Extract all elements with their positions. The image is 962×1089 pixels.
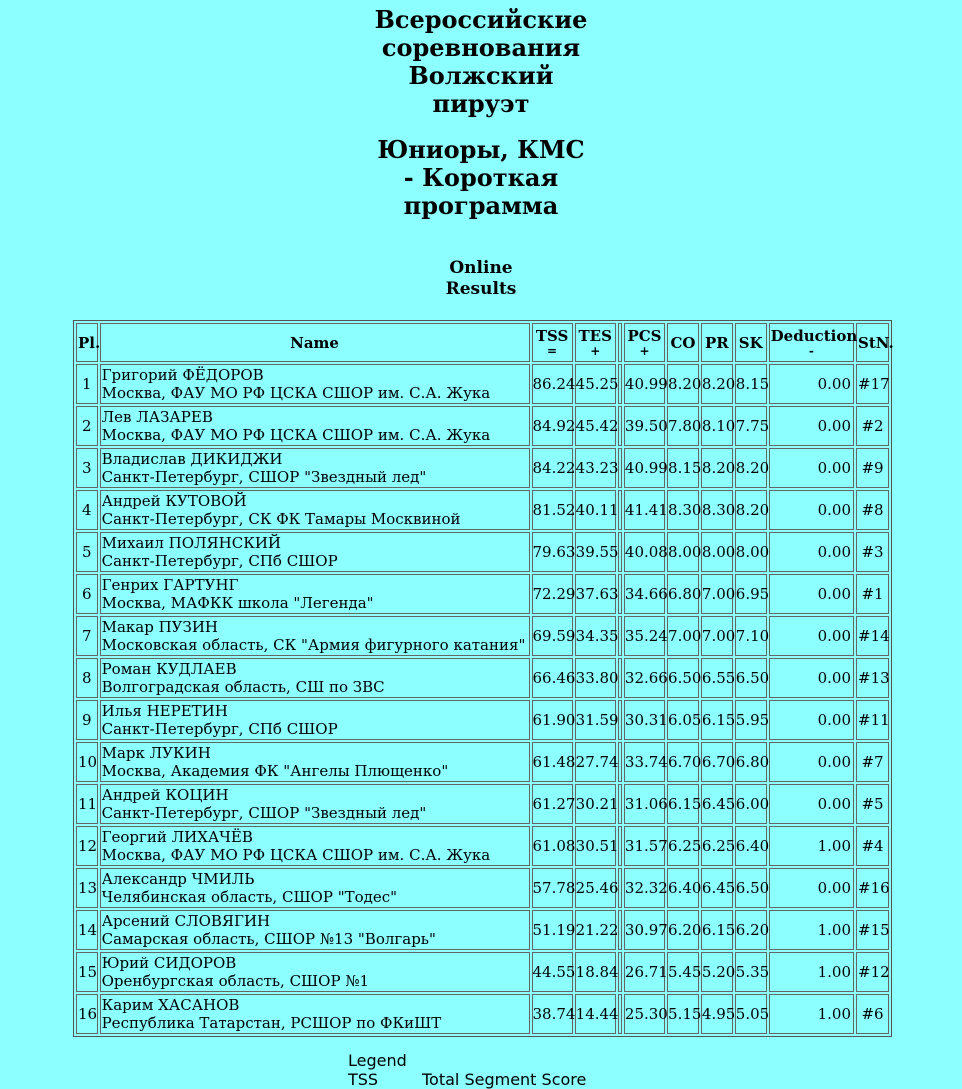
cell-place: 15 bbox=[76, 952, 98, 992]
cell-tss: 72.29 bbox=[532, 574, 573, 614]
cell-start-number: #8 bbox=[856, 490, 889, 530]
table-row bbox=[76, 826, 889, 866]
cell-deduction: 0.00 bbox=[769, 532, 854, 572]
segment-title bbox=[0, 136, 962, 220]
table-row bbox=[76, 406, 889, 446]
cell-co: 6.40 bbox=[667, 868, 699, 908]
cell-place: 3 bbox=[76, 448, 98, 488]
cell-pcs: 40.99 bbox=[624, 364, 665, 404]
cell-deduction: 0.00 bbox=[769, 448, 854, 488]
cell-pcs: 25.30 bbox=[624, 994, 665, 1034]
skater-name: Арсений СЛОВЯГИН bbox=[101, 912, 271, 930]
skater-club: Санкт-Петербург, СК ФК Тамары Москвиной bbox=[101, 510, 461, 528]
header-co: CO bbox=[667, 323, 699, 362]
cell-tss: 84.22 bbox=[532, 448, 573, 488]
cell-start-number: #13 bbox=[856, 658, 889, 698]
cell-co: 6.80 bbox=[667, 574, 699, 614]
cell-name bbox=[100, 910, 530, 950]
cell-co: 8.30 bbox=[667, 490, 699, 530]
table-row bbox=[76, 490, 889, 530]
cell-tss: 61.48 bbox=[532, 742, 573, 782]
cell-name bbox=[100, 658, 530, 698]
cell-tss: 84.92 bbox=[532, 406, 573, 446]
cell-deduction: 1.00 bbox=[769, 826, 854, 866]
cell-tss: 61.90 bbox=[532, 700, 573, 740]
cell-start-number: #5 bbox=[856, 784, 889, 824]
skater-name: Лев ЛАЗАРЕВ bbox=[101, 408, 213, 426]
skater-club: Москва, ФАУ МО РФ ЦСКА СШОР им. С.А. Жука bbox=[101, 384, 491, 402]
cell-tes: 33.80 bbox=[575, 658, 616, 698]
skater-club: Волгоградская область, СШ по ЗВС bbox=[101, 678, 385, 696]
cell-co: 5.15 bbox=[667, 994, 699, 1034]
cell-sk: 5.35 bbox=[735, 952, 767, 992]
skater-name: Андрей КУТОВОЙ bbox=[101, 492, 247, 510]
cell-pcs: 30.31 bbox=[624, 700, 665, 740]
legend-title: Legend bbox=[348, 1051, 407, 1070]
cell-place: 1 bbox=[76, 364, 98, 404]
cell-place: 7 bbox=[76, 616, 98, 656]
table-row bbox=[76, 868, 889, 908]
header-tes: TES + bbox=[575, 323, 616, 362]
cell-co: 6.50 bbox=[667, 658, 699, 698]
header-place: Pl. bbox=[76, 323, 98, 362]
cell-tes: 14.44 bbox=[575, 994, 616, 1034]
cell-sk: 7.75 bbox=[735, 406, 767, 446]
event-title bbox=[0, 6, 962, 118]
cell-deduction: 0.00 bbox=[769, 868, 854, 908]
skater-club: Санкт-Петербург, СПб СШОР bbox=[101, 720, 338, 738]
table-row bbox=[76, 952, 889, 992]
segment-title-line: - Короткая bbox=[403, 163, 559, 192]
cell-pcs: 39.50 bbox=[624, 406, 665, 446]
cell-pcs: 30.97 bbox=[624, 910, 665, 950]
skater-name: Андрей КОЦИН bbox=[101, 786, 229, 804]
cell-pr: 6.55 bbox=[701, 658, 733, 698]
event-title-line: Всероссийские bbox=[374, 5, 588, 34]
header-sk: SK bbox=[735, 323, 767, 362]
cell-tes: 27.74 bbox=[575, 742, 616, 782]
cell-tss: 38.74 bbox=[532, 994, 573, 1034]
cell-place: 8 bbox=[76, 658, 98, 698]
cell-name bbox=[100, 406, 530, 446]
cell-place: 9 bbox=[76, 700, 98, 740]
cell-co: 7.80 bbox=[667, 406, 699, 446]
cell-deduction: 0.00 bbox=[769, 742, 854, 782]
cell-co: 8.20 bbox=[667, 364, 699, 404]
cell-tes: 37.63 bbox=[575, 574, 616, 614]
cell-tss: 66.46 bbox=[532, 658, 573, 698]
table-row bbox=[76, 532, 889, 572]
cell-place: 6 bbox=[76, 574, 98, 614]
cell-tss: 81.52 bbox=[532, 490, 573, 530]
skater-club: Санкт-Петербург, СПб СШОР bbox=[101, 552, 338, 570]
cell-co: 6.25 bbox=[667, 826, 699, 866]
cell-pr: 7.00 bbox=[701, 574, 733, 614]
table-row bbox=[76, 784, 889, 824]
cell-tes: 21.22 bbox=[575, 910, 616, 950]
cell-name bbox=[100, 364, 530, 404]
cell-pcs: 31.57 bbox=[624, 826, 665, 866]
skater-name: Марк ЛУКИН bbox=[101, 744, 211, 762]
cell-start-number: #3 bbox=[856, 532, 889, 572]
cell-pr: 6.15 bbox=[701, 700, 733, 740]
cell-name bbox=[100, 952, 530, 992]
cell-tes: 40.11 bbox=[575, 490, 616, 530]
skater-name: Георгий ЛИХАЧЁВ bbox=[101, 828, 253, 846]
cell-start-number: #4 bbox=[856, 826, 889, 866]
skater-club: Московская область, СК "Армия фигурного катания" bbox=[101, 636, 526, 654]
cell-sk: 6.80 bbox=[735, 742, 767, 782]
cell-pr: 7.00 bbox=[701, 616, 733, 656]
cell-tes: 30.21 bbox=[575, 784, 616, 824]
cell-pcs: 34.66 bbox=[624, 574, 665, 614]
cell-co: 8.00 bbox=[667, 532, 699, 572]
cell-deduction: 0.00 bbox=[769, 616, 854, 656]
skater-name: Юрий СИДОРОВ bbox=[101, 954, 237, 972]
cell-pcs: 40.08 bbox=[624, 532, 665, 572]
cell-name bbox=[100, 742, 530, 782]
skater-club: Москва, ФАУ МО РФ ЦСКА СШОР им. С.А. Жука bbox=[101, 426, 491, 444]
cell-name bbox=[100, 826, 530, 866]
cell-start-number: #7 bbox=[856, 742, 889, 782]
cell-deduction: 0.00 bbox=[769, 406, 854, 446]
cell-name bbox=[100, 490, 530, 530]
legend bbox=[348, 1051, 586, 1089]
cell-name bbox=[100, 574, 530, 614]
online-results-line: Online bbox=[449, 258, 513, 278]
cell-tes: 18.84 bbox=[575, 952, 616, 992]
header-deduction: Deduction - bbox=[769, 323, 854, 362]
event-title-line: пируэт bbox=[432, 89, 530, 118]
cell-sk: 8.20 bbox=[735, 448, 767, 488]
skater-name: Макар ПУЗИН bbox=[101, 618, 219, 636]
skater-club: Москва, МАФКК школа "Легенда" bbox=[101, 594, 374, 612]
skater-name: Григорий ФЁДОРОВ bbox=[101, 366, 264, 384]
cell-sk: 6.00 bbox=[735, 784, 767, 824]
cell-pcs: 32.66 bbox=[624, 658, 665, 698]
cell-tss: 79.63 bbox=[532, 532, 573, 572]
cell-pcs: 33.74 bbox=[624, 742, 665, 782]
cell-tss: 61.27 bbox=[532, 784, 573, 824]
skater-club: Санкт-Петербург, СШОР "Звездный лед" bbox=[101, 804, 427, 822]
cell-deduction: 0.00 bbox=[769, 364, 854, 404]
cell-name bbox=[100, 448, 530, 488]
skater-name: Михаил ПОЛЯНСКИЙ bbox=[101, 534, 281, 552]
table-row bbox=[76, 742, 889, 782]
cell-sk: 8.00 bbox=[735, 532, 767, 572]
cell-pcs: 40.99 bbox=[624, 448, 665, 488]
cell-start-number: #2 bbox=[856, 406, 889, 446]
legend-abbr: TSS bbox=[348, 1070, 379, 1089]
cell-tss: 57.78 bbox=[532, 868, 573, 908]
cell-pcs: 26.71 bbox=[624, 952, 665, 992]
cell-co: 8.15 bbox=[667, 448, 699, 488]
cell-start-number: #17 bbox=[856, 364, 889, 404]
cell-tes: 34.35 bbox=[575, 616, 616, 656]
cell-tes: 31.59 bbox=[575, 700, 616, 740]
cell-deduction: 1.00 bbox=[769, 952, 854, 992]
header-tss: TSS = bbox=[532, 323, 573, 362]
cell-sk: 6.40 bbox=[735, 826, 767, 866]
cell-co: 6.20 bbox=[667, 910, 699, 950]
cell-pr: 5.20 bbox=[701, 952, 733, 992]
table-row bbox=[76, 910, 889, 950]
cell-name bbox=[100, 700, 530, 740]
skater-name: Роман КУДЛАЕВ bbox=[101, 660, 237, 678]
cell-tes: 30.51 bbox=[575, 826, 616, 866]
cell-sk: 8.20 bbox=[735, 490, 767, 530]
event-title-line: Волжский bbox=[408, 61, 554, 90]
cell-sk: 7.10 bbox=[735, 616, 767, 656]
cell-co: 6.15 bbox=[667, 784, 699, 824]
cell-start-number: #1 bbox=[856, 574, 889, 614]
cell-tss: 51.19 bbox=[532, 910, 573, 950]
cell-start-number: #15 bbox=[856, 910, 889, 950]
table-row bbox=[76, 700, 889, 740]
cell-pcs: 35.24 bbox=[624, 616, 665, 656]
skater-club: Москва, ФАУ МО РФ ЦСКА СШОР им. С.А. Жука bbox=[101, 846, 491, 864]
cell-tss: 61.08 bbox=[532, 826, 573, 866]
skater-name: Генрих ГАРТУНГ bbox=[101, 576, 239, 594]
results-table bbox=[73, 320, 892, 1037]
cell-co: 6.05 bbox=[667, 700, 699, 740]
table-row bbox=[76, 574, 889, 614]
segment-title-line: Юниоры, КМС bbox=[377, 135, 585, 164]
header-pcs: PCS + bbox=[624, 323, 665, 362]
cell-pr: 6.15 bbox=[701, 910, 733, 950]
cell-pr: 8.30 bbox=[701, 490, 733, 530]
header-spacer bbox=[618, 323, 622, 362]
cell-name bbox=[100, 532, 530, 572]
cell-place: 4 bbox=[76, 490, 98, 530]
table-row bbox=[76, 994, 889, 1034]
cell-tss: 44.55 bbox=[532, 952, 573, 992]
cell-pcs: 31.06 bbox=[624, 784, 665, 824]
cell-deduction: 0.00 bbox=[769, 490, 854, 530]
header-name: Name bbox=[100, 323, 530, 362]
cell-place: 16 bbox=[76, 994, 98, 1034]
cell-sk: 6.20 bbox=[735, 910, 767, 950]
skater-club: Челябинская область, СШОР "Тодес" bbox=[101, 888, 398, 906]
cell-pr: 8.00 bbox=[701, 532, 733, 572]
cell-name bbox=[100, 994, 530, 1034]
cell-deduction: 1.00 bbox=[769, 910, 854, 950]
cell-tes: 45.25 bbox=[575, 364, 616, 404]
cell-start-number: #12 bbox=[856, 952, 889, 992]
cell-name bbox=[100, 784, 530, 824]
cell-start-number: #14 bbox=[856, 616, 889, 656]
cell-pr: 6.70 bbox=[701, 742, 733, 782]
cell-deduction: 0.00 bbox=[769, 784, 854, 824]
cell-pr: 8.20 bbox=[701, 448, 733, 488]
cell-sk: 5.95 bbox=[735, 700, 767, 740]
skater-name: Александр ЧМИЛЬ bbox=[101, 870, 255, 888]
table-row bbox=[76, 448, 889, 488]
cell-place: 10 bbox=[76, 742, 98, 782]
skater-name: Карим ХАСАНОВ bbox=[101, 996, 240, 1014]
cell-place: 11 bbox=[76, 784, 98, 824]
cell-sk: 6.50 bbox=[735, 658, 767, 698]
legend-desc: Total Segment Score bbox=[422, 1070, 587, 1089]
table-header-row bbox=[76, 323, 889, 362]
cell-pr: 8.20 bbox=[701, 364, 733, 404]
cell-sk: 6.95 bbox=[735, 574, 767, 614]
cell-place: 13 bbox=[76, 868, 98, 908]
cell-place: 5 bbox=[76, 532, 98, 572]
cell-place: 14 bbox=[76, 910, 98, 950]
cell-deduction: 1.00 bbox=[769, 994, 854, 1034]
cell-deduction: 0.00 bbox=[769, 658, 854, 698]
skater-club: Москва, Академия ФК "Ангелы Плющенко" bbox=[101, 762, 449, 780]
cell-pr: 4.95 bbox=[701, 994, 733, 1034]
event-title-line: соревнования bbox=[381, 33, 581, 62]
cell-tss: 86.24 bbox=[532, 364, 573, 404]
cell-pcs: 41.41 bbox=[624, 490, 665, 530]
cell-tes: 45.42 bbox=[575, 406, 616, 446]
cell-co: 5.45 bbox=[667, 952, 699, 992]
skater-club: Санкт-Петербург, СШОР "Звездный лед" bbox=[101, 468, 427, 486]
segment-title-line: программа bbox=[403, 191, 559, 220]
cell-place: 12 bbox=[76, 826, 98, 866]
cell-co: 7.00 bbox=[667, 616, 699, 656]
cell-name bbox=[100, 868, 530, 908]
cell-start-number: #11 bbox=[856, 700, 889, 740]
cell-pr: 6.45 bbox=[701, 784, 733, 824]
cell-tes: 43.23 bbox=[575, 448, 616, 488]
cell-tss: 69.59 bbox=[532, 616, 573, 656]
cell-deduction: 0.00 bbox=[769, 700, 854, 740]
cell-pr: 8.10 bbox=[701, 406, 733, 446]
cell-pcs: 32.32 bbox=[624, 868, 665, 908]
cell-deduction: 0.00 bbox=[769, 574, 854, 614]
skater-name: Владислав ДИКИДЖИ bbox=[101, 450, 283, 468]
cell-sk: 8.15 bbox=[735, 364, 767, 404]
table-row bbox=[76, 364, 889, 404]
header-pr: PR bbox=[701, 323, 733, 362]
cell-pr: 6.45 bbox=[701, 868, 733, 908]
cell-start-number: #9 bbox=[856, 448, 889, 488]
header-start-number: StN. bbox=[856, 323, 889, 362]
cell-tes: 39.55 bbox=[575, 532, 616, 572]
cell-place: 2 bbox=[76, 406, 98, 446]
legend-item bbox=[348, 1070, 586, 1089]
table-row bbox=[76, 658, 889, 698]
online-results-heading bbox=[0, 258, 962, 300]
table-row bbox=[76, 616, 889, 656]
online-results-line: Results bbox=[445, 279, 517, 299]
cell-sk: 5.05 bbox=[735, 994, 767, 1034]
cell-pr: 6.25 bbox=[701, 826, 733, 866]
cell-name bbox=[100, 616, 530, 656]
skater-name: Илья НЕРЕТИН bbox=[101, 702, 228, 720]
skater-club: Республика Татарстан, РСШОР по ФКиШТ bbox=[101, 1014, 442, 1032]
skater-club: Самарская область, СШОР №13 "Волгарь" bbox=[101, 930, 436, 948]
cell-tes: 25.46 bbox=[575, 868, 616, 908]
skater-club: Оренбургская область, СШОР №1 bbox=[101, 972, 370, 990]
cell-sk: 6.50 bbox=[735, 868, 767, 908]
cell-start-number: #6 bbox=[856, 994, 889, 1034]
cell-co: 6.70 bbox=[667, 742, 699, 782]
cell-start-number: #16 bbox=[856, 868, 889, 908]
